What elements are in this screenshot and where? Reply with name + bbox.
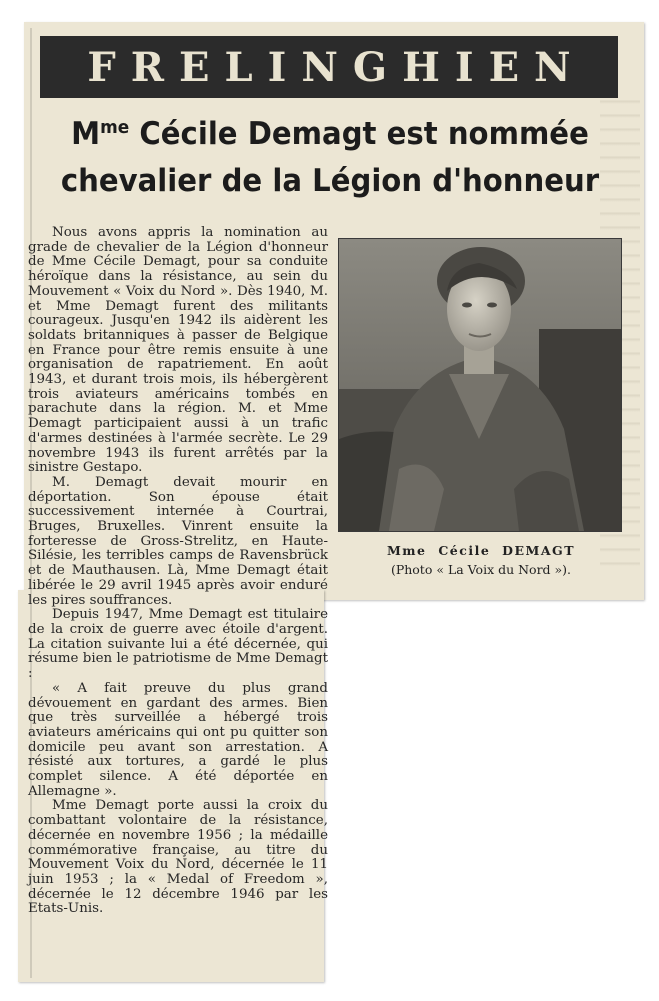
article-headline [57, 104, 602, 205]
headline-line-1-text: Cécile Demagt est nommée [129, 116, 589, 152]
caption-credit: (Photo « La Voix du Nord »). [390, 562, 572, 577]
portrait-image [339, 239, 621, 531]
article-paragraph: Mme Demagt porte aussi la croix du combattant volontaire de la résistance, décernée en novembre 1956 ; la médaille commémorative française, au titre du Mouvement Voix du Nord, décernée le 11 juin 1953 ; la « Medal of Freedom », décernée le 12 décembre 1946 par les Etats-Unis. [28, 798, 328, 917]
headline-prefix: M [71, 116, 101, 152]
headline-line-1 [57, 104, 602, 158]
article-paragraph: Nous avons appris la nomination au grade de chevalier de la Légion d'honneur de Mme Cécile Demagt, pour sa conduite héroïque dans la résistance, au sein du Mouvement « Voix du Nord ». Dès 1940, M. et Mme Demagt furent des militants courageux. Jusqu'en 1942 ils aidèrent les soldats britanniques à passer de Belgique en France pour être remis ensuite à une organisation de rapatriement. En août 1943, et durant trois mois, ils hébergèrent trois aviateurs américains tombés en parachute dans la région. M. et Mme Demagt participaient aussi à un trafic d'armes destinées à l'armée secrète. Le 29 novembre 1943 ils furent arrêtés par la sinistre Gestapo. [28, 225, 328, 476]
headline-prefix-sup: me [100, 117, 130, 138]
photo-caption [336, 541, 626, 580]
portrait-photo [338, 238, 622, 532]
article-body [28, 226, 328, 917]
article-paragraph: Depuis 1947, Mme Demagt est titulaire de la croix de guerre avec étoile d'argent. La citation suivante lui a été décernée, qui résume bien le patriotisme de Mme Demagt : [28, 607, 328, 682]
caption-name: Mme Cécile DEMAGT [386, 543, 576, 558]
article-paragraph: « A fait preuve du plus grand dévouement en gardant des armes. Bien que très surveillée a hébergé trois aviateurs américains qui ont pu quitter son domicile peu avant son arrestation. A résisté aux tortures, a gardé le plus complet silence. A été déportée en Allemagne ». [28, 680, 328, 799]
headline-line-2: chevalier de la Légion d'honneur [60, 163, 600, 199]
town-banner [40, 36, 618, 98]
town-name: FRELINGHIEN [87, 43, 586, 91]
article-paragraph: M. Demagt devait mourir en déportation. Son épouse était successivement internée à Courtrai, Bruges, Bruxelles. Vinrent ensuite la forteresse de Gross-Strelitz, en Haute-Silésie, les terribles camps de Ravensbrück et de Mauthausen. Là, Mme Demagt était libérée le 29 avril 1945 après avoir enduré les pires souffrances. [28, 474, 328, 608]
